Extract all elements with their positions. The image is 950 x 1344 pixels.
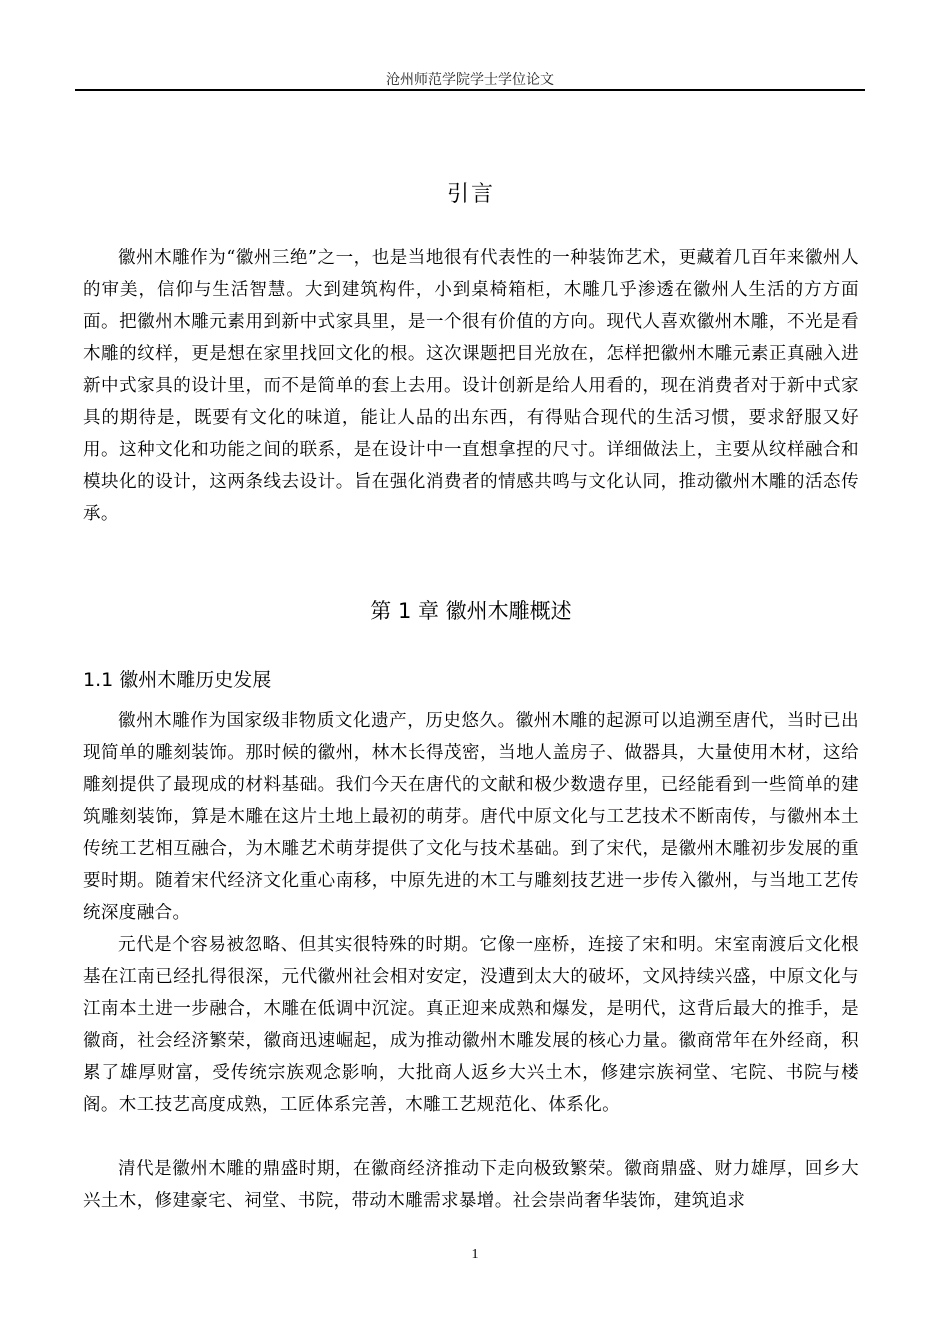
section-heading: 1.1 徽州木雕历史发展 xyxy=(83,669,272,691)
body-paragraph: 清代是徽州木雕的鼎盛时期，在徽商经济推动下走向极致繁荣。徽商鼎盛、财力雄厚，回乡大兴土木，修建豪宅、祠堂、书院，带动木雕需求暴增。社会崇尚奢华装饰，建筑追求 xyxy=(83,1159,859,1211)
header-divider xyxy=(75,89,865,91)
intro-paragraph: 徽州木雕作为“徽州三绝”之一，也是当地很有代表性的一种装饰艺术，更藏着几百年来徽州人的审美，信仰与生活智慧。大到建筑构件，小到桌椅箱柜，木雕几乎渗透在徽州人生活的方方面面。把徽州木雕元素用到新中式家具里，是一个很有价值的方向。现代人喜欢徽州木雕，不光是看木雕的纹样，更是想在家里找回文化的根。这次课题把目光放在，怎样把徽州木雕元素正真融入进新中式家具的设计里，而不是简单的套上去用。设计创新是给人用看的，现在消费者对于新中式家具的期待是，既要有文化的味道，能让人品的出东西，有得贴合现代的生活习惯，要求舒服又好用。这种文化和功能之间的联系，是在设计中一直想拿捏的尺寸。详细做法上，主要从纹样融合和模块化的设计，这两条线去设计。旨在强化消费者的情感共鸣与文化认同，推动徽州木雕的活态传承。 xyxy=(83,248,859,524)
page-number: 1 xyxy=(471,1247,479,1262)
body-paragraph: 元代是个容易被忽略、但其实很特殊的时期。它像一座桥，连接了宋和明。宋室南渡后文化根基在江南已经扎得很深，元代徽州社会相对安定，没遭到太大的破坏，文风持续兴盛，中原文化与江南本土进一步融合，木雕在低调中沉淀。真正迎来成熟和爆发，是明代，这背后最大的推手，是徽商，社会经济繁荣，徽商迅速崛起，成为推动徽州木雕发展的核心力量。徽商常年在外经商，积累了雄厚财富，受传统宗族观念影响，大批商人返乡大兴土木，修建宗族祠堂、宅院、书院与楼阁。木工技艺高度成熟，工匠体系完善，木雕工艺规范化、体系化。 xyxy=(83,935,859,1115)
intro-heading: 引言 xyxy=(446,182,495,207)
running-header: 沧州师范学院学士学位论文 xyxy=(386,72,554,88)
body-paragraph: 徽州木雕作为国家级非物质文化遗产，历史悠久。徽州木雕的起源可以追溯至唐代，当时已出现简单的雕刻装饰。那时候的徽州，林木长得茂密，当地人盖房子、做器具，大量使用木材，这给雕刻提供了最现成的材料基础。我们今天在唐代的文献和极少数遗存里，已经能看到一些简单的建筑雕刻装饰，算是木雕在这片土地上最初的萌芽。唐代中原文化与工艺技术不断南传，与徽州本土传统工艺相互融合，为木雕艺术萌芽提供了文化与技术基础。到了宋代，是徽州木雕初步发展的重要时期。随着宋代经济文化重心南移，中原先进的木工与雕刻技艺进一步传入徽州，与当地工艺传统深度融合。 xyxy=(83,711,859,923)
chapter-heading: 第 1 章 徽州木雕概述 xyxy=(370,599,572,623)
